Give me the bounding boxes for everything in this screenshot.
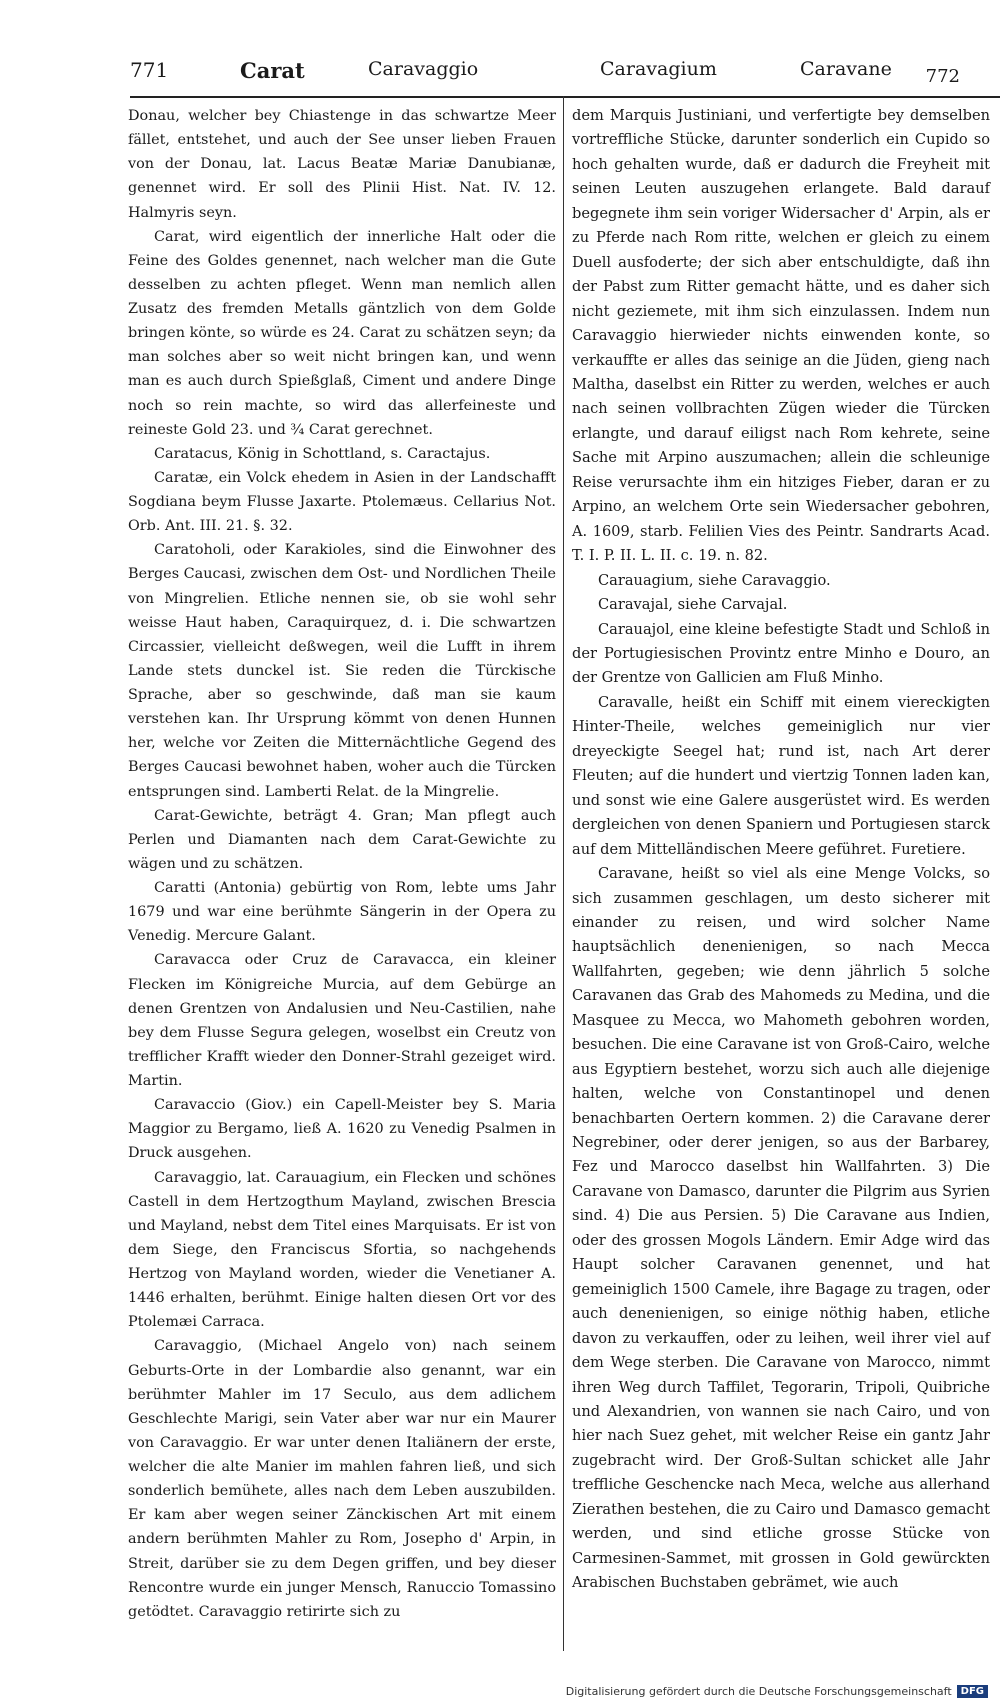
entry-paragraph: Caravaccio (Giov.) ein Capell-Meister bey S. Maria Maggior zu Bergamo, ließ A. 1620 zu Venedig Psalmen in Druck ausgehen.: [128, 1097, 556, 1162]
entry-paragraph: Carat, wird eigentlich der innerliche Halt oder die Feine des Goldes genennet, nach welcher man die Gute desselben zu achten pfleget. Wenn man nemlich allen Zusatz des fremden Metalls gäntzlich von dem Golde bringen könte, so würde es 24. Carat zu schätzen seyn; da man solches aber so weit nicht bringen kan, und wenn man es auch durch Spießglaß, Ciment und andere Dinge noch so rein machte, so wird das allerfeineste und reineste Gold 23. und ¾ Carat gerechnet.: [128, 228, 556, 438]
header-term-2: Caravaggio: [368, 58, 479, 80]
page-number-right: 772: [925, 66, 960, 87]
entry-paragraph: Carauagium, siehe Caravaggio.: [598, 571, 831, 589]
entry-paragraph: Caravane, heißt so viel als eine Menge Volcks, so sich zusammen geschlagen, um desto sicherer mit einander zu reisen, und wird solcher Name hauptsächlich denenienigen, so nach Mecca Wallfahrten, gegeben; wie denn jährlich 5 solche Caravanen das Grab des Mahomeds zu Medina, und die Masquee zu Mecca, wo Mahometh gebohren worden, besuchen. Die eine Caravane ist von Groß-Cairo, welche aus Egyptiern bestehet, worzu sich auch alle diejenige halten, welche von Constantinopel und denen benachbarten Oertern kommen. 2) die Caravane derer Negrebiner, oder derer jenigen, so aus der Barbarey, Fez und Marocco daselbst hin Wallfahrten. 3) Die Caravane von Damasco, darunter die Pilgrim aus Syrien sind. 4) Die aus Persien. 5) Die Caravane aus Indien, oder des grossen Mogols Ländern. Emir Adge wird das Haupt solcher Caravanen genennet, und hat gemeiniglich 1500 Camele, ihre Bagage zu tragen, oder auch denenienigen, so einige nöthig haben, etliche davon zu verkauffen, oder zu leihen, weil ihrer viel auf dem Wege sterben. Die Caravane von Marocco, nimmt ihren Weg durch Taffilet, Tegorarin, Tripoli, Quibriche und Alexandrien, von wannen sie nach Cairo, und von hier nach Suez gehet, mit welcher Reise ein gantz Jahr zugebracht wird. Der Groß-Sultan schicket alle Jahr treffliche Geschencke nach Meca, welche aus allerhand Zierathen bestehen, die zu Cairo und Damasco gemacht werden, und sind etliche grosse Stücke von Carmesinen-Sammet, mit grossen in Gold gewürckten Arabischen Buchstaben gebrämet, wie auch: [572, 865, 990, 1592]
entry-paragraph: Caravaggio, lat. Carauagium, ein Flecken und schönes Castell in dem Hertzogthum Mayland, zwischen Brescia und Mayland, nebst dem Titel eines Marquisats. Er ist von dem Siege, den Franciscus Sfortia, so nachgehends Hertzog von Mayland worden, wieder die Venetianer A. 1446 erhalten, berühmt. Einige halten diesen Ort vor des Ptolemæi Carraca.: [128, 1169, 556, 1331]
entry-paragraph: Caratacus, König in Schottland, s. Caractajus.: [154, 445, 491, 462]
page-number-left: 771: [130, 58, 169, 82]
entry-paragraph: Caravalle, heißt ein Schiff mit einem viereckigten Hinter-Theile, welches gemeiniglich nur vier dreyeckigte Seegel hat; rund ist, nach Art derer Fleuten; auf die hundert und viertzig Tonnen laden kan, und sonst wie eine Galere ausgerüstet wird. Es werden dergleichen von denen Spaniern und Portugiesen starck auf dem Mittelländischen Meere geführet. Furetiere.: [572, 693, 990, 858]
entry-paragraph: Caravajal, siehe Carvajal.: [598, 596, 788, 614]
header-term-1: Carat: [240, 58, 305, 83]
running-header: [130, 58, 960, 92]
column-divider: [563, 96, 564, 1651]
footer-credit: Digitalisierung gefördert durch die Deutsche Forschungsgemeinschaft: [565, 1685, 952, 1698]
entry-paragraph: Carat-Gewichte, beträgt 4. Gran; Man pflegt auch Perlen und Diamanten nach dem Carat-Gewichte zu wägen und zu schätzen.: [128, 807, 556, 872]
header-term-4: Caravane: [800, 58, 892, 80]
entry-paragraph: Caratæ, ein Volck ehedem in Asien in der Landschafft Sogdiana beym Flusse Jaxarte. Ptolemæus. Cellarius Not. Orb. Ant. III. 21. §. 32.: [128, 469, 556, 535]
entry-paragraph: dem Marquis Justiniani, und verfertigte bey demselben vortreffliche Stücke, darunter sonderlich ein Cupido so hoch gehalten wurde, daß er dadurch die Freyheit mit seinen Leuten auszugehen erlangete. Bald darauf begegnete ihm sein voriger Widersacher d' Arpin, als er zu Pferde nach Rom ritte, welchen er gleich zu einem Duell ausfoderte; der sich aber entschuldigte, daß ihn der Pabst zum Ritter gemacht hätte, und es daher sich nicht geziemete, mit ihm sich einzulassen. Indem nun Caravaggio hierwieder nichts einwenden konte, so verkauffte er alles das seinige an die Jüden, gieng nach Maltha, daselbst ein Ritter zu werden, welches er auch nach seinen vollbrachten Zügen wieder die Türcken erlangte, und darauf eiligst nach Rom kehrete, seine Sache mit Arpino auszumachen; allein die schleunige Reise verursachte ihm ein hitziges Fieber, daran er zu Arpino, an welchem Orte sein Wiedersacher gebohren, A. 1609, starb. Felilien Vies des Peintr. Sandrarts Acad. T. I. P. II. L. II. c. 19. n. 82.: [572, 107, 990, 565]
digitization-footer: [566, 1685, 988, 1698]
left-column: [128, 104, 556, 1624]
entry-paragraph: Carauajol, eine kleine befestigte Stadt und Schloß in der Portugiesischen Provintz entre Minho e Douro, an der Grentze von Gallicien am Fluß Minho.: [572, 620, 990, 687]
header-rule: [130, 96, 1000, 98]
header-term-3: Caravagium: [600, 58, 717, 80]
entry-paragraph: Donau, welcher bey Chiastenge in das schwartze Meer fället, entstehet, und auch der See unser lieben Frauen von der Donau, lat. Lacus Beatæ Mariæ Danubianæ, genennet wird. Er soll des Plinii Hist. Nat. IV. 12. Halmyris seyn.: [128, 108, 556, 221]
entry-paragraph: Caratti (Antonia) gebürtig von Rom, lebte ums Jahr 1679 und war eine berühmte Sängerin in der Opera zu Venedig. Mercure Galant.: [128, 880, 556, 945]
right-column: [572, 104, 990, 1596]
dfg-logo: DFG: [957, 1685, 988, 1698]
entry-paragraph: Caratoholi, oder Karakioles, sind die Einwohner des Berges Caucasi, zwischen dem Ost- und Nordlichen Theile von Mingrelien. Etliche nennen sie, ob sie wohl sehr weisse Haut haben, Caraquirquez, d. i. Die schwartzen Circassier, vielleicht deßwegen, weil die Lufft in ihrem Lande stets dunckel ist. Sie reden die Türckische Sprache, aber so geschwinde, daß man sie kaum verstehen kan. Ihr Ursprung kömmt von denen Hunnen her, welche vor Zeiten die Mitternächtliche Gegend des Berges Caucasi bewohnet haben, woher auch die Türcken entsprungen sind. Lamberti Relat. de la Mingrelie.: [128, 542, 556, 800]
entry-paragraph: Caravacca oder Cruz de Caravacca, ein kleiner Flecken im Königreiche Murcia, auf dem Gebürge an denen Grentzen von Andalusien und Neu-Castilien, nahe bey dem Flusse Segura gelegen, woselbst ein Creutz von trefflicher Krafft wieder den Donner-Strahl gezeiget wird. Martin.: [128, 952, 556, 1089]
entry-paragraph: Caravaggio, (Michael Angelo von) nach seinem Geburts-Orte in der Lombardie also genannt, war ein berühmter Mahler im 17 Seculo, aus dem adlichem Geschlechte Marigi, sein Vater aber war nur ein Maurer von Caravaggio. Er war unter denen Italiänern der erste, welcher die alte Manier im mahlen fahren ließ, und sich sonderlich bemühete, alles nach dem Leben auszubilden. Er kam aber wegen seiner Zänckischen Art mit einem andern berühmten Mahler zu Rom, Josepho d' Arpin, in Streit, darüber sie zu dem Degen griffen, und bey dieser Rencontre wurde ein junger Mensch, Ranuccio Tomassino getödtet. Caravaggio retirirte sich zu: [128, 1338, 556, 1620]
